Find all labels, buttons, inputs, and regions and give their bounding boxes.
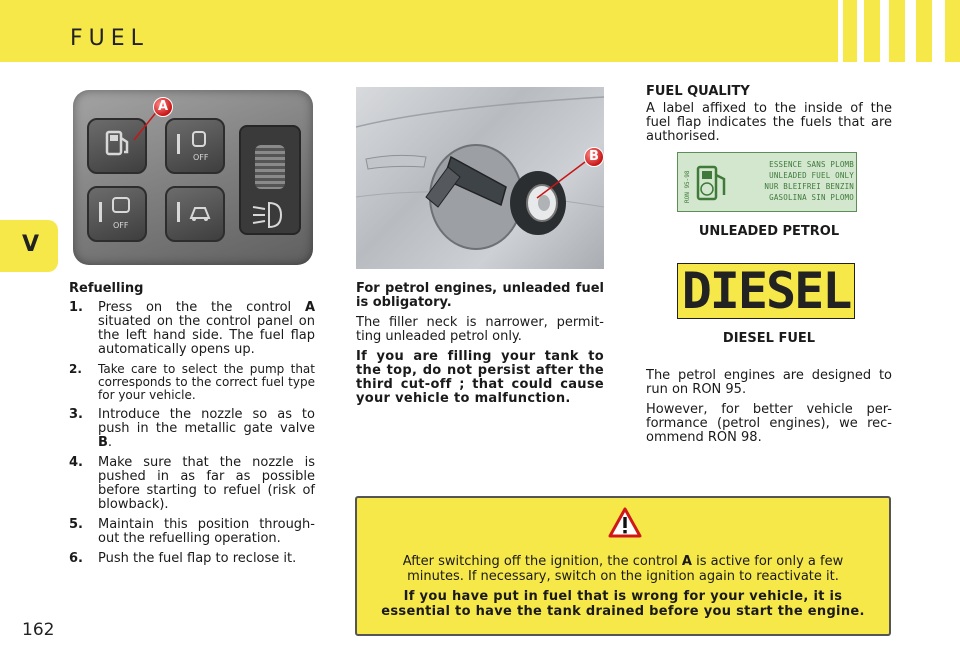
header-stripe [838,0,843,62]
step-number: 1. [69,300,83,315]
page-number: 162 [22,620,55,640]
chapter-tab [0,220,58,272]
list-item [69,363,315,402]
ron-text: The petrol engines are designed to run on RON 95. [646,368,892,397]
warning-box [355,496,891,636]
filler-note: The filler neck is narrower, permit-ting unleaded petrol only. [356,315,604,344]
refuelling-title: Refuelling [69,281,144,296]
fuel-quality-title: FUEL QUALITY [646,84,750,99]
diesel-sign: DIESEL [677,263,855,319]
third-cutoff-warning: If you are filling your tank to the top, do not persist after the third cut-off ; that could cause your vehicle to malfunction. [356,349,604,406]
fuel-pump-icon [694,161,730,205]
header-stripe [932,0,945,62]
unleaded-caption: UNLEADED PETROL [698,224,840,239]
control-panel-photo [73,90,313,265]
callout-leader-b [533,160,593,204]
chapter-letter: V [22,232,40,257]
list-item [69,408,315,450]
list-item [69,518,315,546]
headlamp-adjust-wheel [239,125,301,235]
list-item [69,552,315,566]
step-number: 6. [69,551,83,566]
alarm-icon [167,188,223,240]
ron-section [646,369,892,451]
list-item [69,301,315,357]
step-text: Press on the the control A situated on the control panel on the left hand side. The fuel flap automatically opens up. [98,300,315,357]
label-line: NUR BLEIFREI BENZIN [764,182,854,191]
step-text: Push the fuel flap to reclose it. [98,551,297,566]
fuel-quality-text: A label affixed to the inside of the fuel flap indicates the fuels that are authorised. [646,101,892,144]
step-number: 5. [69,517,83,532]
label-line: ESSENCE SANS PLOMB [769,160,854,169]
petrol-notes [356,282,604,412]
step-number: 3. [69,407,83,422]
switch-bottom-middle [165,186,225,242]
step-text: Maintain this position through-out the refuelling operation. [98,517,315,546]
header-stripe [905,0,916,62]
step-number: 2. [69,362,82,376]
svg-text:OFF: OFF [113,221,129,230]
unleaded-fuel-label [677,152,857,212]
adjust-thumbwheel [255,145,285,189]
fuel-quality-section [646,85,892,144]
diesel-caption: DIESEL FUEL [722,331,816,346]
header-bar [0,0,960,62]
callout-a: A [153,97,173,117]
label-line: UNLEADED FUEL ONLY [769,171,854,180]
switch-off-icon [167,120,223,172]
step-text: Make sure that the nozzle is pushed in as far as possible before starting to refuel (risk of blowback). [98,455,315,512]
switch-top-right [165,118,225,174]
headlamp-icon [241,195,299,235]
page-title: FUEL [70,26,149,51]
refuelling-section [69,282,315,572]
warning-triangle-icon [608,506,642,540]
label-line: GASOLINA SIN PLOMO [769,193,854,202]
step-number: 4. [69,455,83,470]
list-item [69,456,315,512]
header-stripe [880,0,889,62]
header-stripe [857,0,864,62]
ron-recommendation: However, for better vehicle per-formance (petrol engines), we rec-ommend RON 98. [646,402,892,445]
ron-label [681,163,691,205]
svg-text:RON 95-98: RON 95-98 [684,170,691,203]
warning-bold-text: If you have put in fuel that is wrong for your vehicle, it is essential to have the tank drained before you start the engine. [381,589,865,619]
petrol-note: For petrol engines, unleaded fuel is obligatory. [356,281,604,310]
svg-text:OFF: OFF [193,153,209,162]
warning-text: After switching off the ignition, the control A is active for only a few minutes. If necessary, switch on the ignition again to reactivate it. [402,554,844,584]
parking-sensor-off-icon [89,188,145,240]
label-text-lines [734,159,854,203]
callout-b: B [584,147,604,167]
switch-bottom-left [87,186,147,242]
step-text: Introduce the nozzle so as to push in the metallic gate valve B. [98,407,315,450]
step-text: Take care to select the pump that corresponds to the correct fuel type for your vehicle. [98,362,315,402]
